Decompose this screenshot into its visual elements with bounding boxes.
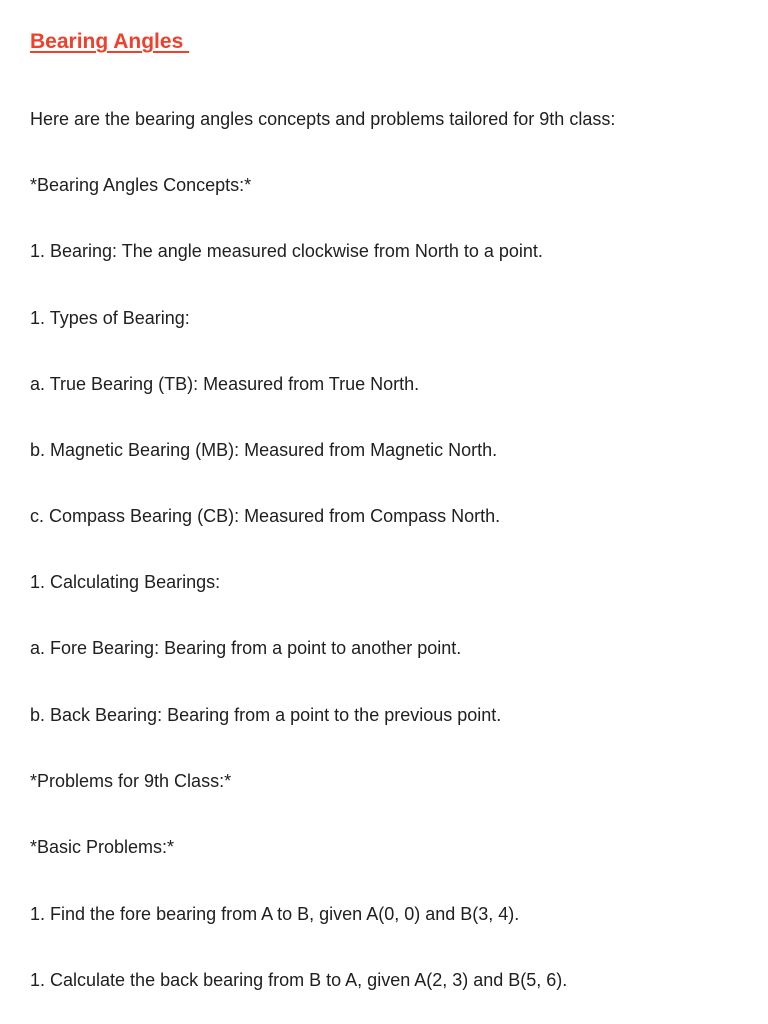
basic-problems-heading: *Basic Problems:*: [30, 837, 175, 857]
fore-bearing-item: a. Fore Bearing: Bearing from a point to another point.: [30, 638, 462, 658]
problems-heading: *Problems for 9th Class:*: [30, 771, 232, 791]
calculating-heading: 1. Calculating Bearings:: [30, 572, 221, 592]
document-title: Bearing Angles: [30, 30, 190, 53]
magnetic-bearing-item: b. Magnetic Bearing (MB): Measured from Magnetic North.: [30, 440, 498, 460]
types-heading: 1. Types of Bearing:: [30, 308, 190, 328]
compass-bearing-item: c. Compass Bearing (CB): Measured from Compass North.: [30, 506, 501, 526]
concepts-heading: *Bearing Angles Concepts:*: [30, 175, 252, 195]
intro-paragraph: Here are the bearing angles concepts and problems tailored for 9th class:: [30, 109, 616, 129]
problem-item: 1. Find the fore bearing from A to B, given A(0, 0) and B(3, 4).: [30, 904, 520, 924]
bearing-definition: 1. Bearing: The angle measured clockwise from North to a point.: [30, 241, 543, 261]
back-bearing-item: b. Back Bearing: Bearing from a point to the previous point.: [30, 705, 502, 725]
true-bearing-item: a. True Bearing (TB): Measured from True North.: [30, 374, 420, 394]
problem-item: 1. Calculate the back bearing from B to A, given A(2, 3) and B(5, 6).: [30, 970, 568, 990]
